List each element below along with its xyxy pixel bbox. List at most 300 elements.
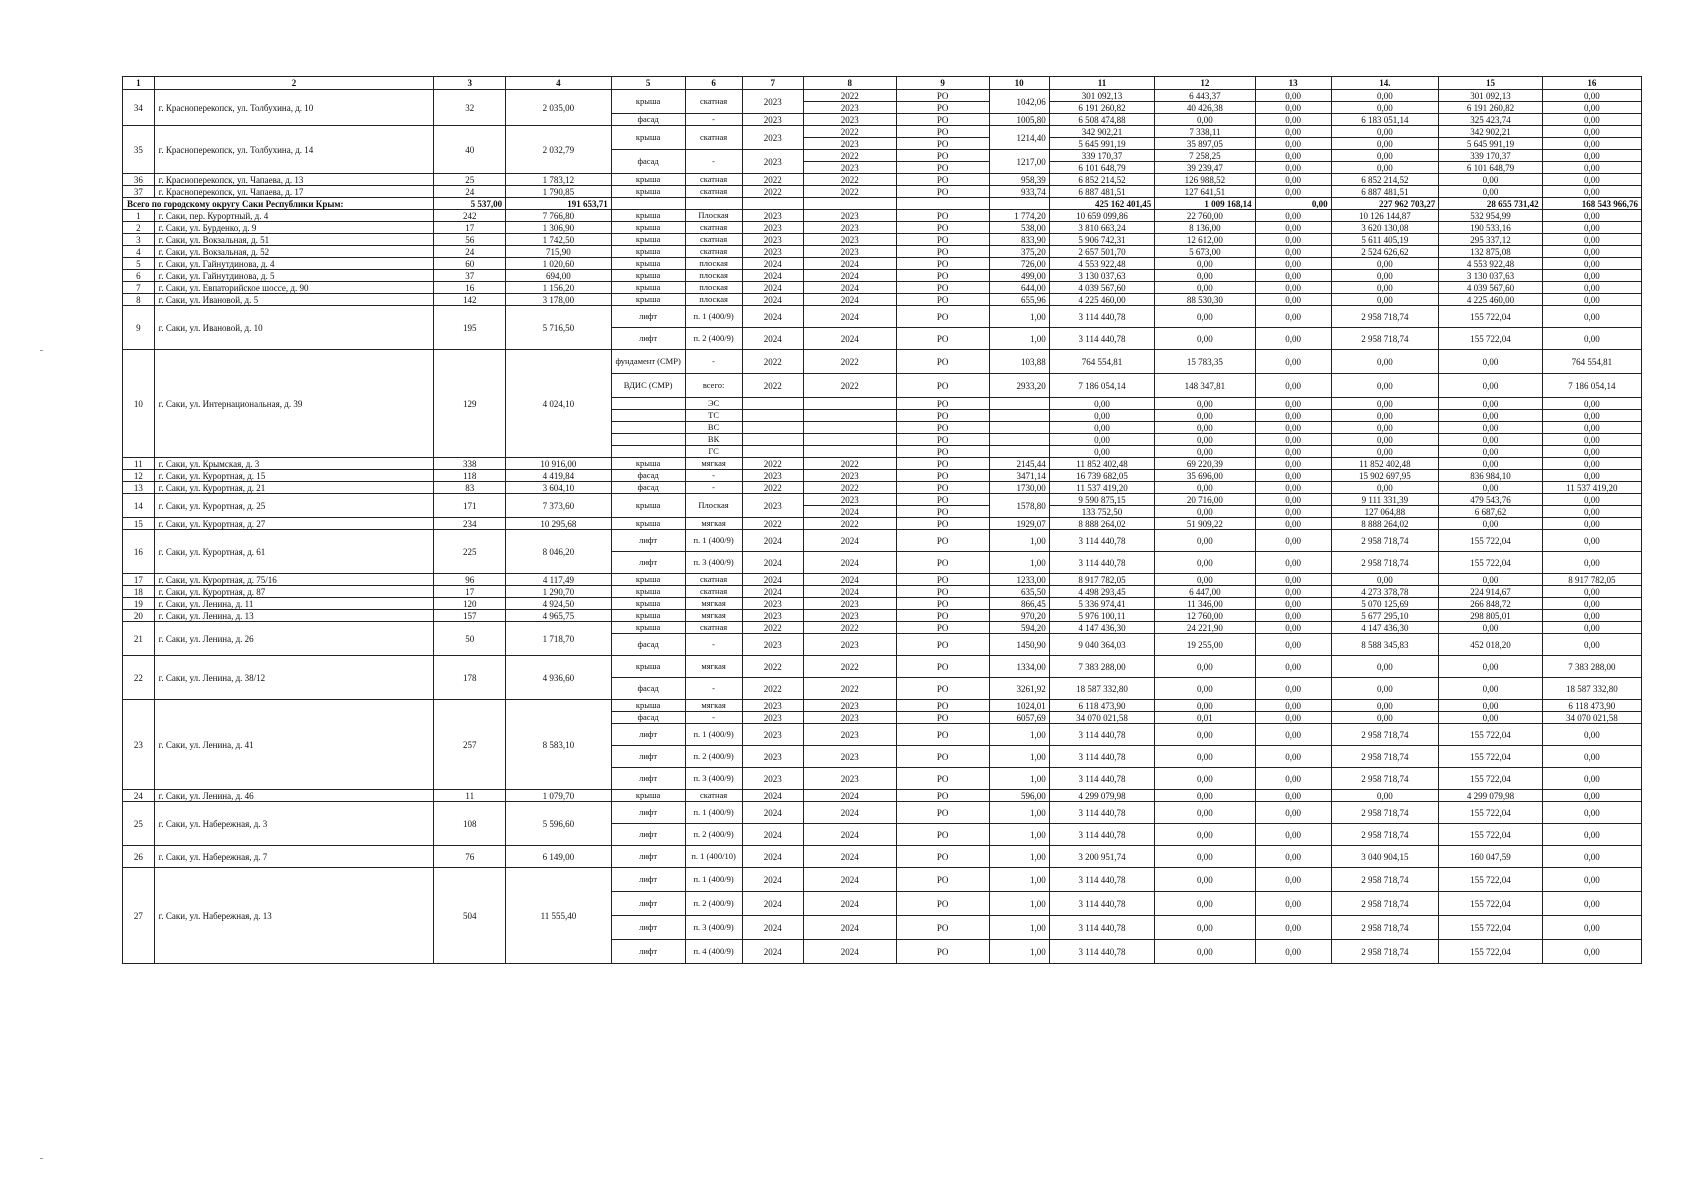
apartment-count: 24 [434,186,506,198]
amount-c11: 18 587 332,80 [1049,678,1155,700]
amount-c15: 0,00 [1439,410,1542,422]
amount-c16: 0,00 [1542,622,1641,634]
row-number: 37 [123,186,155,198]
total-row [123,198,1642,210]
amount-c11: 5 645 991,19 [1049,138,1155,150]
planned-year: 2024 [742,916,803,940]
planned-year: 2023 [742,246,803,258]
amount-c12: 0,00 [1155,328,1255,350]
amount-c13: 0,00 [1255,634,1331,656]
row-number: 9 [123,306,155,350]
row-number: 34 [123,90,155,126]
amount-c11: 4 039 567,60 [1049,282,1155,294]
planned-year: 2023 [742,700,803,712]
amount-c15: 3 130 037,63 [1439,270,1542,282]
funding-year: 2024 [803,916,896,940]
work-volume [989,434,1049,446]
element-type: ЭС [685,398,742,410]
work-volume: 1334,00 [989,656,1049,678]
amount-c14: 0,00 [1331,90,1439,102]
building-area: 2 032,79 [506,126,612,174]
amount-c15: 0,00 [1439,446,1542,458]
amount-c13: 0,00 [1255,846,1331,868]
amount-c16: 0,00 [1542,282,1641,294]
apartment-count: 195 [434,306,506,350]
planned-year: 2023 [742,610,803,622]
amount-c14: 127 064,88 [1331,506,1439,518]
table-row [123,294,1642,306]
funding-year: 2023 [803,700,896,712]
work-element: крыша [611,210,685,222]
amount-c12: 0,00 [1155,678,1255,700]
building-address: г. Красноперекопск, ул. Толбухина, д. 10 [154,90,434,126]
work-element: крыша [611,790,685,802]
element-type: - [685,470,742,482]
amount-c13: 0,00 [1255,222,1331,234]
amount-c12: 51 909,22 [1155,518,1255,530]
planned-year: 2023 [742,712,803,724]
amount-c14: 0,00 [1331,678,1439,700]
amount-c15: 6 687,62 [1439,506,1542,518]
total-empty-cell [989,198,1049,210]
building-address: г. Красноперекопск, ул. Толбухина, д. 14 [154,126,434,174]
operator-code: РО [896,868,989,892]
row-number: 2 [123,222,155,234]
amount-c13: 0,00 [1255,270,1331,282]
work-element: крыша [611,294,685,306]
funding-year [803,446,896,458]
work-element: крыша [611,126,685,150]
amount-c14: 2 958 718,74 [1331,768,1439,790]
operator-code: РО [896,892,989,916]
building-address: г. Саки, ул. Ленина, д. 46 [154,790,434,802]
amount-c11: 5 976 100,11 [1049,610,1155,622]
header-col-16: 16 [1542,77,1641,90]
amount-c11: 10 659 099,86 [1049,210,1155,222]
amount-c16: 0,00 [1542,610,1641,622]
element-type: плоская [685,294,742,306]
work-volume: 1578,80 [989,494,1049,518]
work-element: лифт [611,552,685,574]
total-c15: 28 655 731,42 [1439,198,1542,210]
amount-c14: 0,00 [1331,294,1439,306]
planned-year: 2022 [742,186,803,198]
element-type: скатная [685,586,742,598]
row-number: 16 [123,530,155,574]
funding-year: 2023 [803,162,896,174]
element-type: п. 1 (400/9) [685,306,742,328]
funding-year [803,422,896,434]
funding-year [803,434,896,446]
operator-code: РО [896,458,989,470]
amount-c14: 0,00 [1331,126,1439,138]
amount-c14: 0,00 [1331,790,1439,802]
row-number: 1 [123,210,155,222]
table-row [123,494,1642,506]
amount-c14: 0,00 [1331,150,1439,162]
building-area: 10 295,68 [506,518,612,530]
building-address: г. Саки, пер. Курортный, д. 4 [154,210,434,222]
amount-c12: 8 136,00 [1155,222,1255,234]
work-volume: 2145,44 [989,458,1049,470]
planned-year: 2023 [742,210,803,222]
amount-c13: 0,00 [1255,410,1331,422]
funding-year: 2023 [803,494,896,506]
element-type: скатная [685,622,742,634]
building-area: 1 718,70 [506,622,612,656]
amount-c12: 0,00 [1155,422,1255,434]
apartment-count: 76 [434,846,506,868]
amount-c16: 0,00 [1542,634,1641,656]
amount-c13: 0,00 [1255,328,1331,350]
amount-c11: 3 200 951,74 [1049,846,1155,868]
row-number: 5 [123,258,155,270]
amount-c16: 0,00 [1542,398,1641,410]
amount-c16: 0,00 [1542,246,1641,258]
planned-year: 2023 [742,634,803,656]
amount-c16: 0,00 [1542,210,1641,222]
amount-c12: 0,00 [1155,306,1255,328]
amount-c12: 0,01 [1155,712,1255,724]
total-c11: 425 162 401,45 [1049,198,1155,210]
amount-c11: 9 590 875,15 [1049,494,1155,506]
amount-c11: 3 130 037,63 [1049,270,1155,282]
building-area: 4 924,50 [506,598,612,610]
funding-year: 2023 [803,768,896,790]
amount-c11: 5 906 742,31 [1049,234,1155,246]
amount-c14: 3 040 904,15 [1331,846,1439,868]
building-address: г. Саки, ул. Ленина, д. 38/12 [154,656,434,700]
work-element: крыша [611,258,685,270]
work-element: крыша [611,246,685,258]
planned-year: 2023 [742,126,803,150]
operator-code: РО [896,700,989,712]
amount-c16: 0,00 [1542,102,1641,114]
amount-c12: 35 696,00 [1155,470,1255,482]
row-number: 4 [123,246,155,258]
amount-c15: 0,00 [1439,622,1542,634]
amount-c16: 0,00 [1542,552,1641,574]
building-area: 10 916,00 [506,458,612,470]
building-area: 1 790,85 [506,186,612,198]
amount-c16: 0,00 [1542,90,1641,102]
apartment-count: 142 [434,294,506,306]
element-type: Плоская [685,210,742,222]
operator-code: РО [896,282,989,294]
element-type: скатная [685,790,742,802]
building-area: 1 290,70 [506,586,612,598]
planned-year [742,446,803,458]
amount-c15: 0,00 [1439,422,1542,434]
amount-c12: 0,00 [1155,700,1255,712]
total-apartments: 5 537,00 [434,198,506,210]
amount-c15: 155 722,04 [1439,552,1542,574]
element-type: скатная [685,90,742,114]
amount-c13: 0,00 [1255,586,1331,598]
amount-c16: 0,00 [1542,222,1641,234]
amount-c15: 155 722,04 [1439,892,1542,916]
funding-year: 2024 [803,790,896,802]
planned-year: 2022 [742,678,803,700]
amount-c12: 127 641,51 [1155,186,1255,198]
amount-c16: 0,00 [1542,940,1641,964]
amount-c11: 3 114 440,78 [1049,306,1155,328]
operator-code: РО [896,270,989,282]
element-type: - [685,678,742,700]
amount-c12: 0,00 [1155,258,1255,270]
planned-year: 2022 [742,458,803,470]
funding-year: 2022 [803,622,896,634]
work-volume: 1,00 [989,746,1049,768]
amount-c12: 0,00 [1155,724,1255,746]
amount-c16: 7 186 054,14 [1542,374,1641,398]
building-address: г. Саки, ул. Интернациональная, д. 39 [154,350,434,458]
amount-c11: 9 040 364,03 [1049,634,1155,656]
operator-code: РО [896,552,989,574]
scan-speck [40,350,43,351]
total-empty-cell [896,198,989,210]
work-volume: 1,00 [989,824,1049,846]
amount-c13: 0,00 [1255,868,1331,892]
amount-c13: 0,00 [1255,458,1331,470]
work-volume: 375,20 [989,246,1049,258]
funding-year: 2023 [803,210,896,222]
work-volume: 644,00 [989,282,1049,294]
work-element: крыша [611,518,685,530]
work-volume: 1,00 [989,328,1049,350]
amount-c11: 11 852 402,48 [1049,458,1155,470]
table-row [123,656,1642,678]
header-col-6: 6 [685,77,742,90]
amount-c16: 0,00 [1542,724,1641,746]
amount-c15: 0,00 [1439,656,1542,678]
header-col-13: 13 [1255,77,1331,90]
amount-c14: 2 958 718,74 [1331,328,1439,350]
planned-year: 2023 [742,724,803,746]
amount-c13: 0,00 [1255,306,1331,328]
funding-year [803,398,896,410]
work-volume: 3261,92 [989,678,1049,700]
planned-year: 2023 [742,494,803,518]
amount-c13: 0,00 [1255,422,1331,434]
operator-code: РО [896,410,989,422]
work-element: крыша [611,222,685,234]
work-element: лифт [611,916,685,940]
planned-year: 2024 [742,868,803,892]
operator-code: РО [896,712,989,724]
apartment-count: 17 [434,222,506,234]
amount-c14: 5 611 405,19 [1331,234,1439,246]
amount-c15: 0,00 [1439,174,1542,186]
funding-year: 2024 [803,892,896,916]
amount-c14: 0,00 [1331,422,1439,434]
amount-c13: 0,00 [1255,482,1331,494]
amount-c16: 0,00 [1542,174,1641,186]
funding-year: 2022 [803,482,896,494]
amount-c16: 18 587 332,80 [1542,678,1641,700]
building-address: г. Саки, ул. Набережная, д. 13 [154,868,434,964]
apartment-count: 25 [434,174,506,186]
amount-c11: 133 752,50 [1049,506,1155,518]
work-volume: 933,74 [989,186,1049,198]
work-element: лифт [611,768,685,790]
amount-c15: 155 722,04 [1439,746,1542,768]
funding-year: 2022 [803,186,896,198]
amount-c15: 325 423,74 [1439,114,1542,126]
work-volume: 1233,00 [989,574,1049,586]
planned-year [742,410,803,422]
work-element: лифт [611,530,685,552]
amount-c16: 6 118 473,90 [1542,700,1641,712]
row-number: 18 [123,586,155,598]
amount-c13: 0,00 [1255,294,1331,306]
amount-c15: 0,00 [1439,398,1542,410]
amount-c11: 342 902,21 [1049,126,1155,138]
building-area: 4 936,60 [506,656,612,700]
funding-year: 2024 [803,306,896,328]
amount-c12: 0,00 [1155,446,1255,458]
element-type: п. 1 (400/10) [685,846,742,868]
amount-c12: 148 347,81 [1155,374,1255,398]
apartment-count: 129 [434,350,506,458]
row-number: 12 [123,470,155,482]
total-empty-cell [803,198,896,210]
amount-c14: 0,00 [1331,482,1439,494]
amount-c16: 0,00 [1542,294,1641,306]
amount-c13: 0,00 [1255,446,1331,458]
operator-code: РО [896,328,989,350]
amount-c12: 0,00 [1155,846,1255,868]
amount-c12: 0,00 [1155,940,1255,964]
work-volume: 866,45 [989,598,1049,610]
amount-c13: 0,00 [1255,138,1331,150]
apartment-count: 257 [434,700,506,790]
work-element: фасад [611,634,685,656]
amount-c12: 40 426,38 [1155,102,1255,114]
work-volume: 1,00 [989,868,1049,892]
amount-c13: 0,00 [1255,530,1331,552]
repair-program-table [122,76,1642,964]
element-type: ТС [685,410,742,422]
amount-c14: 2 958 718,74 [1331,746,1439,768]
amount-c13: 0,00 [1255,470,1331,482]
amount-c11: 3 114 440,78 [1049,916,1155,940]
amount-c14: 0,00 [1331,398,1439,410]
element-type: мягкая [685,656,742,678]
total-c12: 1 009 168,14 [1155,198,1255,210]
amount-c13: 0,00 [1255,398,1331,410]
header-col-9: 9 [896,77,989,90]
work-element: крыша [611,90,685,114]
amount-c11: 0,00 [1049,422,1155,434]
operator-code: РО [896,306,989,328]
operator-code: РО [896,374,989,398]
amount-c12: 5 673,00 [1155,246,1255,258]
element-type: п. 1 (400/9) [685,802,742,824]
table-row [123,350,1642,374]
header-col-5: 5 [611,77,685,90]
amount-c15: 295 337,12 [1439,234,1542,246]
apartment-count: 16 [434,282,506,294]
amount-c11: 4 225 460,00 [1049,294,1155,306]
amount-c15: 339 170,37 [1439,150,1542,162]
work-volume: 1,00 [989,916,1049,940]
amount-c15: 155 722,04 [1439,802,1542,824]
operator-code: РО [896,186,989,198]
funding-year: 2024 [803,802,896,824]
operator-code: РО [896,824,989,846]
total-label: Всего по городскому округу Саки Республики Крым: [123,198,434,210]
row-number: 15 [123,518,155,530]
element-type: п. 1 (400/9) [685,530,742,552]
building-address: г. Саки, ул. Вокзальная, д. 51 [154,234,434,246]
building-area: 1 156,20 [506,282,612,294]
work-element: крыша [611,270,685,282]
work-volume: 103,88 [989,350,1049,374]
header-col-11: 11 [1049,77,1155,90]
operator-code: РО [896,210,989,222]
amount-c11: 8 917 782,05 [1049,574,1155,586]
amount-c14: 2 958 718,74 [1331,824,1439,846]
amount-c15: 342 902,21 [1439,126,1542,138]
building-area: 4 965,75 [506,610,612,622]
amount-c13: 0,00 [1255,656,1331,678]
work-volume: 1 774,20 [989,210,1049,222]
amount-c12: 6 447,00 [1155,586,1255,598]
amount-c13: 0,00 [1255,434,1331,446]
amount-c16: 0,00 [1542,410,1641,422]
amount-c12: 15 783,35 [1155,350,1255,374]
amount-c15: 266 848,72 [1439,598,1542,610]
header-col-14: 14. [1331,77,1439,90]
amount-c13: 0,00 [1255,622,1331,634]
table-row [123,700,1642,712]
amount-c13: 0,00 [1255,282,1331,294]
funding-year: 2023 [803,102,896,114]
amount-c11: 4 299 079,98 [1049,790,1155,802]
work-volume: 833,90 [989,234,1049,246]
work-volume: 6057,69 [989,712,1049,724]
amount-c14: 0,00 [1331,446,1439,458]
work-element: крыша [611,586,685,598]
element-type: п. 2 (400/9) [685,824,742,846]
apartment-count: 178 [434,656,506,700]
amount-c13: 0,00 [1255,210,1331,222]
amount-c13: 0,00 [1255,610,1331,622]
planned-year: 2023 [742,470,803,482]
work-element [611,398,685,410]
operator-code: РО [896,422,989,434]
table-row [123,90,1642,102]
amount-c12: 6 443,37 [1155,90,1255,102]
work-volume: 594,20 [989,622,1049,634]
apartment-count: 40 [434,126,506,174]
element-type: п. 4 (400/9) [685,940,742,964]
funding-year: 2022 [803,374,896,398]
building-address: г. Саки, ул. Курортная, д. 75/16 [154,574,434,586]
amount-c11: 3 114 440,78 [1049,940,1155,964]
work-volume [989,446,1049,458]
table-row [123,574,1642,586]
table-row [123,210,1642,222]
amount-c13: 0,00 [1255,246,1331,258]
amount-c16: 0,00 [1542,470,1641,482]
operator-code: РО [896,622,989,634]
row-number: 3 [123,234,155,246]
operator-code: РО [896,222,989,234]
amount-c12: 0,00 [1155,868,1255,892]
element-type: Плоская [685,494,742,518]
